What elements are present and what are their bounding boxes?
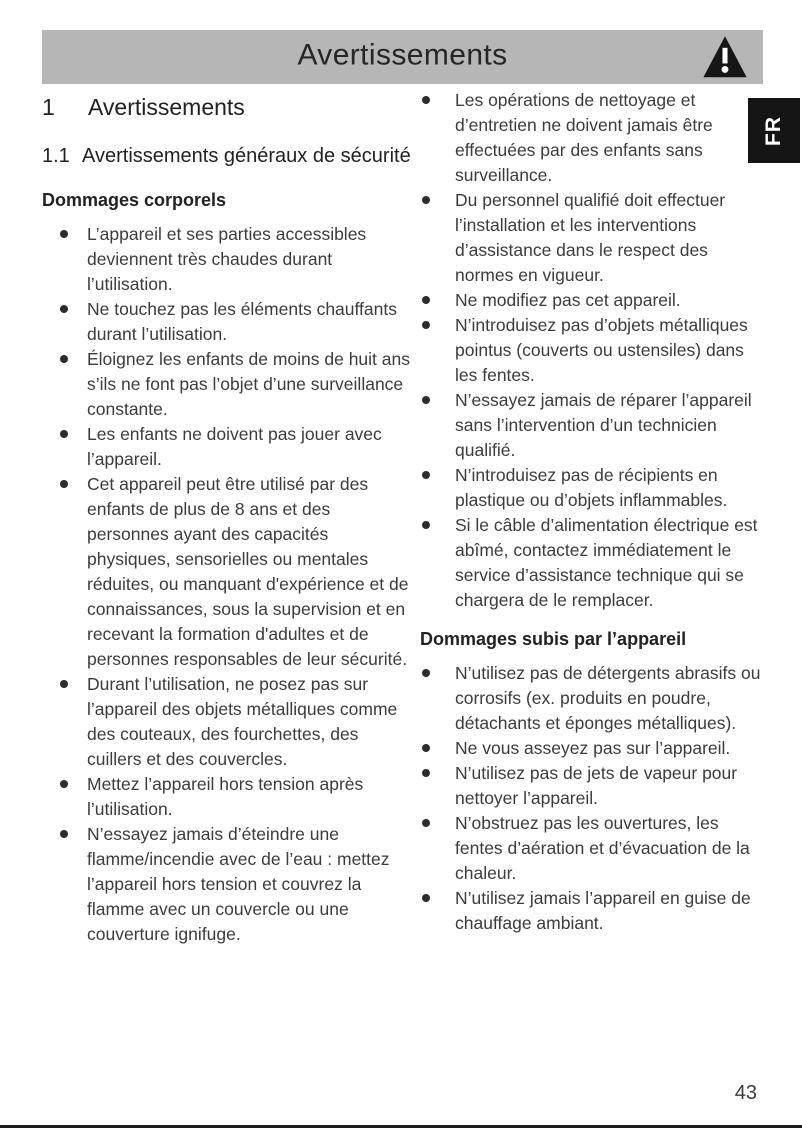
list-item: N’utilisez pas de détergents abrasifs ou corrosifs (ex. produits en poudre, détachants et éponges métalliques). [420,661,765,736]
subsection-title-personal-damage: Dommages corporels [42,190,227,210]
chapter-header-bar [42,30,763,84]
list-item: L’appareil et ses parties accessibles deviennent très chaudes durant l’utilisation. [42,222,414,297]
chapter-heading [42,93,414,121]
section-title: Avertissements généraux de sécurité [82,145,411,167]
chapter-number: 1 [42,94,55,120]
right-column [420,88,765,936]
list-item: Ne modifiez pas cet appareil. [420,288,765,313]
appliance-damage-list [420,661,765,936]
list-item: Si le câble d’alimentation électrique est abîmé, contactez immédiatement le service d’assistance technique qui se chargera de le remplacer. [420,513,765,613]
list-item: Mettez l’appareil hors tension après l’utilisation. [42,772,414,822]
list-item: N’utilisez jamais l’appareil en guise de chauffage ambiant. [420,886,765,936]
list-item: N’essayez jamais d’éteindre une flamme/incendie avec de l’eau : mettez l’appareil hors tension et couvrez la flamme avec un couvercle ou une couverture ignifuge. [42,822,414,947]
list-item: N’essayez jamais de réparer l’appareil sans l’intervention d’un technicien qualifié. [420,388,765,463]
chapter-title: Avertissements [88,94,245,120]
list-item: Du personnel qualifié doit effectuer l’installation et les interventions d’assistance dans le respect des normes en vigueur. [420,188,765,288]
list-item: Ne vous asseyez pas sur l’appareil. [420,736,765,761]
personal-damage-list-right [420,88,765,613]
list-item: Cet appareil peut être utilisé par des enfants de plus de 8 ans et des personnes ayant des capacités physiques, sensorielles ou mentales réduites, ou manquant d'expérience et de connaissances, sous la supervision et en recevant la formation d'adultes et de personnes responsables de leur sécurité. [42,472,414,672]
page-bottom-rule [0,1125,802,1128]
subsection-title-appliance-damage: Dommages subis par l’appareil [420,629,687,649]
personal-damage-list-left [42,222,414,947]
section-number: 1.1 [42,145,70,167]
list-item: Éloignez les enfants de moins de huit ans s’ils ne font pas l’objet d’une surveillance constante. [42,347,414,422]
list-item: N’utilisez pas de jets de vapeur pour nettoyer l’appareil. [420,761,765,811]
list-item: Les opérations de nettoyage et d’entretien ne doivent jamais être effectuées par des enfants sans surveillance. [420,88,765,188]
list-item: Durant l’utilisation, ne posez pas sur l’appareil des objets métalliques comme des couteaux, des fourchettes, des cuillers et des couvercles. [42,672,414,772]
list-item: N’obstruez pas les ouvertures, les fentes d’aération et d’évacuation de la chaleur. [420,811,765,886]
list-item: Ne touchez pas les éléments chauffants durant l’utilisation. [42,297,414,347]
list-item: Les enfants ne doivent pas jouer avec l’appareil. [42,422,414,472]
chapter-header-title: Avertissements [297,38,508,72]
section-heading [42,141,414,172]
language-tab-label: FR [762,115,785,146]
list-item: N’introduisez pas d’objets métalliques pointus (couverts ou ustensiles) dans les fentes. [420,313,765,388]
warning-triangle-icon [702,32,748,82]
list-item: N’introduisez pas de récipients en plastique ou d’objets inflammables. [420,463,765,513]
left-column [42,93,414,947]
page-number: 43 [734,1082,757,1104]
